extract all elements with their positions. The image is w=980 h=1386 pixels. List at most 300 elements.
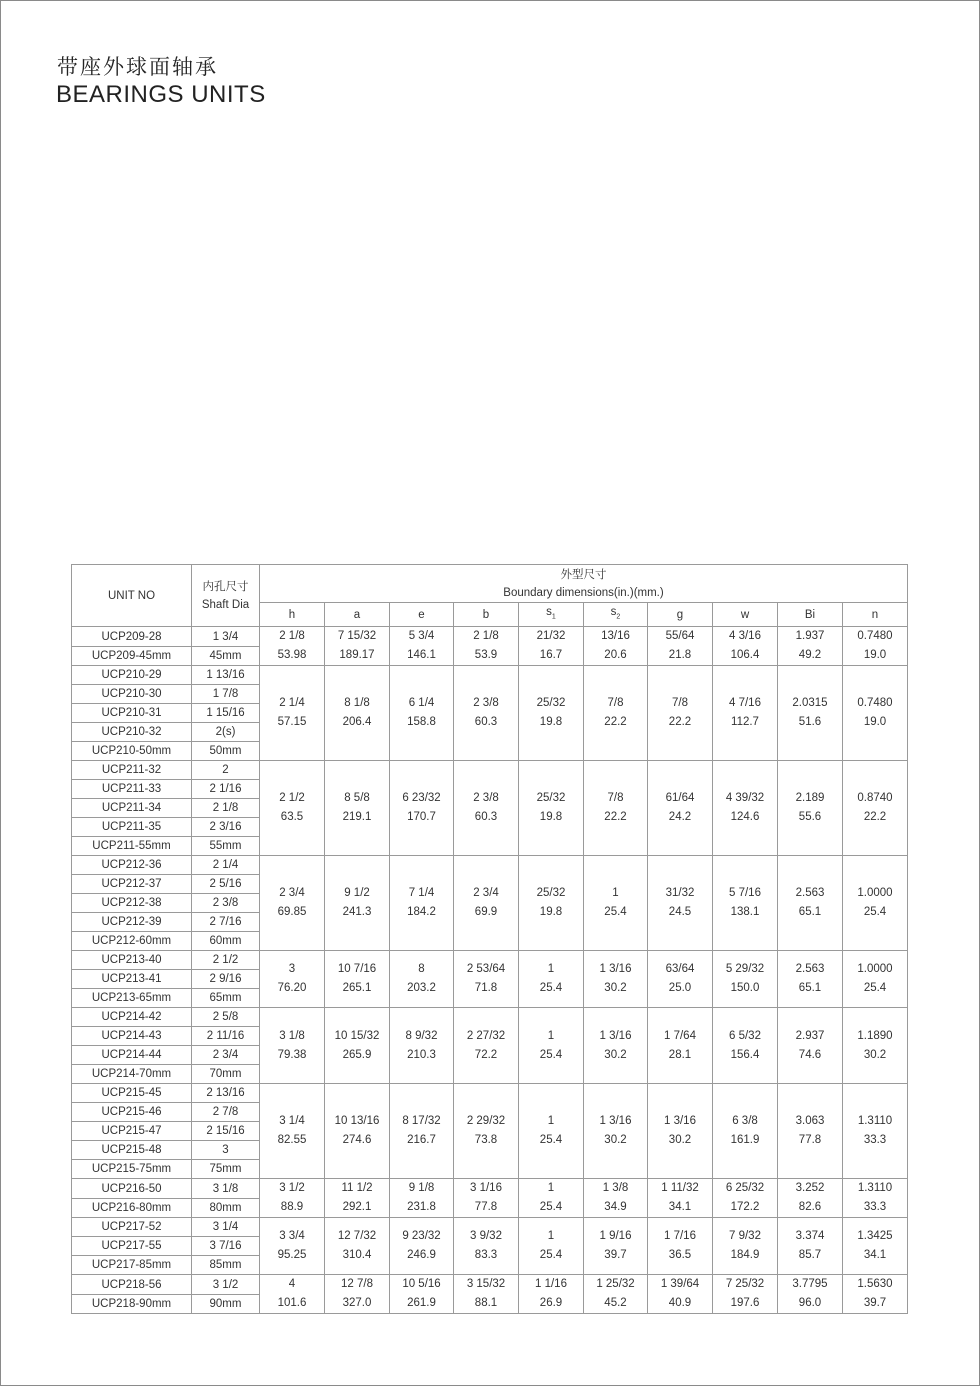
- dim-header-4: [519, 603, 584, 627]
- dimension-mm-value: 124.6: [730, 811, 760, 824]
- dim-header-label: s: [546, 606, 552, 618]
- dimension-cell: [519, 1218, 584, 1275]
- dimension-cell: [713, 856, 778, 951]
- shaft-dia-cell: 2 5/16: [192, 875, 260, 894]
- dimension-inch-value: 9 23/32: [402, 1230, 441, 1243]
- dimension-inch-value: 0.7480: [857, 697, 893, 710]
- shaft-dia-cell: 2 15/16: [192, 1122, 260, 1141]
- dimension-inch-value: 1.3110: [857, 1115, 893, 1128]
- dimension-cell: [390, 951, 454, 1008]
- dimension-inch-value: 6 1/4: [408, 697, 435, 710]
- dimension-inch-value: 10 5/16: [402, 1278, 441, 1291]
- unit-no-cell: UCP216-50: [72, 1179, 192, 1199]
- shaft-dia-cell: 55mm: [192, 837, 260, 856]
- dimension-inch-value: 8 1/8: [344, 697, 370, 710]
- dimension-inch-value: 2 3/8: [473, 697, 499, 710]
- dimension-mm-value: 25.4: [539, 1249, 563, 1262]
- shaft-dia-cell: 3: [192, 1141, 260, 1160]
- dimension-inch-value: 1 11/32: [661, 1182, 699, 1195]
- dim-header-label: a: [353, 608, 361, 621]
- dimension-inch-value: 2 1/8: [279, 630, 305, 643]
- shaft-dia-cell: 80mm: [192, 1198, 260, 1218]
- dimension-mm-value: 36.5: [668, 1249, 692, 1262]
- header-unit-no: UNIT NO: [72, 565, 192, 627]
- shaft-dia-cell: 70mm: [192, 1065, 260, 1084]
- dimension-mm-value: 60.3: [474, 716, 498, 729]
- dimension-inch-value: 31/32: [665, 887, 695, 900]
- dimension-mm-value: 246.9: [407, 1249, 436, 1262]
- dimension-cell: [390, 666, 454, 761]
- shaft-dia-cell: 3 7/16: [192, 1237, 260, 1256]
- dimension-mm-value: 216.7: [407, 1134, 436, 1147]
- dimension-cell: [843, 1008, 908, 1084]
- dimension-inch-value: 1 25/32: [596, 1278, 635, 1291]
- dim-header-8: [778, 603, 843, 627]
- dimension-inch-value: 1.0000: [857, 887, 893, 900]
- dimension-cell: [584, 1275, 648, 1314]
- dimension-mm-value: 63.5: [280, 811, 304, 824]
- dimension-mm-value: 138.1: [730, 906, 760, 919]
- dimension-cell: [778, 1084, 843, 1179]
- dim-header-2: [390, 603, 454, 627]
- dimension-mm-value: 19.0: [863, 649, 887, 662]
- dimension-mm-value: 71.8: [474, 982, 498, 995]
- dimension-inch-value: 10 13/16: [334, 1115, 380, 1128]
- dimension-cell: [260, 761, 325, 856]
- dimension-inch-value: 7 1/4: [408, 887, 435, 900]
- unit-no-cell: UCP218-56: [72, 1275, 192, 1295]
- dimension-inch-value: 6 23/32: [402, 792, 441, 805]
- dimension-mm-value: 33.3: [863, 1134, 887, 1147]
- dimension-inch-value: 2 1/2: [279, 792, 305, 805]
- shaft-dia-cell: 2 5/8: [192, 1008, 260, 1027]
- dim-header-3: [454, 603, 519, 627]
- unit-no-cell: UCP212-36: [72, 856, 192, 875]
- dimension-cell: [325, 856, 390, 951]
- dimension-cell: [584, 1008, 648, 1084]
- dimension-mm-value: 21.8: [668, 649, 692, 662]
- dimension-inch-value: 63/64: [665, 963, 695, 976]
- dimension-inch-value: 2 1/8: [473, 630, 499, 643]
- dimension-mm-value: 77.8: [474, 1201, 498, 1214]
- dimension-cell: [454, 951, 519, 1008]
- shaft-dia-cell: 3 1/4: [192, 1218, 260, 1237]
- shaft-dia-cell: 3 1/2: [192, 1275, 260, 1295]
- dimension-mm-value: 231.8: [407, 1201, 436, 1214]
- table-row: [72, 1179, 908, 1199]
- dimension-cell: [713, 761, 778, 856]
- unit-no-cell: UCP210-31: [72, 704, 192, 723]
- dimension-inch-value: 1 7/16: [664, 1230, 696, 1243]
- unit-no-cell: UCP210-50mm: [72, 742, 192, 761]
- dimension-inch-value: 1 3/16: [599, 1029, 632, 1042]
- dimension-mm-value: 30.2: [668, 1134, 692, 1147]
- dimension-inch-value: 6 5/32: [729, 1029, 761, 1042]
- dimension-inch-value: 1: [547, 1182, 555, 1195]
- page-title-chinese: 带座外球面轴承: [57, 55, 218, 79]
- dimension-cell: [843, 951, 908, 1008]
- dimension-cell: [843, 856, 908, 951]
- dimension-cell: [260, 1008, 325, 1084]
- dimension-cell: [584, 627, 648, 666]
- dimension-mm-value: 310.4: [342, 1249, 372, 1262]
- unit-no-cell: UCP214-70mm: [72, 1065, 192, 1084]
- header-shaft-dia: [192, 565, 260, 627]
- dimension-cell: [843, 761, 908, 856]
- dimension-cell: [648, 1275, 713, 1314]
- dimension-cell: [454, 1179, 519, 1218]
- dimension-inch-value: 25/32: [536, 887, 566, 900]
- dimension-cell: [778, 1008, 843, 1084]
- dimension-inch-value: 7 9/32: [729, 1230, 761, 1243]
- dimension-mm-value: 69.85: [277, 906, 307, 919]
- dimension-cell: [778, 856, 843, 951]
- dimension-mm-value: 25.0: [668, 982, 692, 995]
- dimension-cell: [713, 627, 778, 666]
- dimension-mm-value: 34.9: [604, 1201, 627, 1214]
- unit-no-cell: UCP217-55: [72, 1237, 192, 1256]
- shaft-dia-cell: 1 15/16: [192, 704, 260, 723]
- dim-header-0: [260, 603, 325, 627]
- dimension-cell: [584, 761, 648, 856]
- dimension-cell: [778, 627, 843, 666]
- unit-no-cell: UCP215-47: [72, 1122, 192, 1141]
- dim-header-label: h: [288, 608, 296, 621]
- dimension-inch-value: 2 53/64: [466, 963, 506, 976]
- dimension-inch-value: 25/32: [536, 792, 566, 805]
- dimension-mm-value: 156.4: [730, 1048, 760, 1061]
- dimension-mm-value: 261.9: [407, 1297, 436, 1310]
- unit-no-cell: UCP209-28: [72, 627, 192, 647]
- shaft-dia-cell: 2 9/16: [192, 970, 260, 989]
- dimension-cell: [843, 627, 908, 666]
- dimension-mm-value: 210.3: [407, 1048, 436, 1061]
- dimension-mm-value: 25.4: [604, 906, 627, 919]
- dimension-cell: [648, 627, 713, 666]
- dimension-inch-value: 2 27/32: [466, 1029, 506, 1042]
- dimension-mm-value: 83.3: [474, 1249, 498, 1262]
- dimension-mm-value: 53.98: [277, 649, 307, 662]
- dimension-cell: [713, 1084, 778, 1179]
- dimension-inch-value: 7/8: [607, 697, 624, 710]
- dimension-cell: [648, 666, 713, 761]
- dimension-cell: [713, 666, 778, 761]
- dimension-mm-value: 170.7: [407, 811, 436, 824]
- dimension-inch-value: 8 17/32: [402, 1115, 441, 1128]
- dimension-inch-value: 3.063: [795, 1115, 825, 1128]
- dimension-inch-value: 3.7795: [792, 1278, 828, 1291]
- dimension-mm-value: 19.0: [863, 716, 887, 729]
- dimension-mm-value: 73.8: [474, 1134, 498, 1147]
- dimension-cell: [454, 1218, 519, 1275]
- dimension-mm-value: 30.2: [604, 1134, 627, 1147]
- dimension-inch-value: 1.5630: [857, 1278, 893, 1291]
- dimension-cell: [778, 1275, 843, 1314]
- dimension-inch-value: 1 9/16: [599, 1230, 632, 1243]
- dim-header-label: g: [676, 608, 684, 621]
- table-row: [72, 666, 908, 685]
- dimension-mm-value: 25.4: [539, 1201, 563, 1214]
- unit-no-cell: UCP215-48: [72, 1141, 192, 1160]
- shaft-dia-cell: 1 7/8: [192, 685, 260, 704]
- dimension-cell: [260, 1084, 325, 1179]
- dim-header-7: [713, 603, 778, 627]
- dimension-cell: [325, 1218, 390, 1275]
- unit-no-cell: UCP210-29: [72, 666, 192, 685]
- dimension-mm-value: 39.7: [604, 1249, 627, 1262]
- dimension-cell: [519, 951, 584, 1008]
- dimension-mm-value: 184.2: [407, 906, 436, 919]
- dimension-cell: [454, 1008, 519, 1084]
- dimension-inch-value: 3 1/4: [279, 1115, 305, 1128]
- dimension-cell: [648, 761, 713, 856]
- dimension-inch-value: 1.3425: [857, 1230, 893, 1243]
- dim-header-1: [325, 603, 390, 627]
- dimension-inch-value: 5 3/4: [408, 630, 435, 643]
- unit-no-cell: UCP209-45mm: [72, 646, 192, 666]
- dimension-cell: [325, 1275, 390, 1314]
- dimension-cell: [390, 1218, 454, 1275]
- shaft-dia-cell: 90mm: [192, 1294, 260, 1314]
- dimension-mm-value: 19.8: [539, 906, 563, 919]
- dimension-mm-value: 88.1: [474, 1297, 498, 1310]
- dimension-inch-value: 2.563: [795, 963, 825, 976]
- dimension-mm-value: 265.1: [342, 982, 372, 995]
- dimension-inch-value: 1: [547, 963, 555, 976]
- dimension-cell: [519, 761, 584, 856]
- dimension-cell: [519, 627, 584, 666]
- dimension-inch-value: 11 1/2: [341, 1182, 373, 1195]
- dimension-mm-value: 24.2: [668, 811, 692, 824]
- shaft-dia-cell: 45mm: [192, 646, 260, 666]
- table-row: [72, 951, 908, 970]
- dimension-inch-value: 9 1/8: [408, 1182, 435, 1195]
- dim-header-5: [584, 603, 648, 627]
- shaft-dia-cell: 2 11/16: [192, 1027, 260, 1046]
- dimension-mm-value: 16.7: [539, 649, 563, 662]
- shaft-dia-cell: 85mm: [192, 1256, 260, 1275]
- dimension-inch-value: 0.8740: [857, 792, 893, 805]
- dimension-inch-value: 1.0000: [857, 963, 893, 976]
- dimension-cell: [325, 1084, 390, 1179]
- dimension-mm-value: 82.55: [277, 1134, 307, 1147]
- dimension-mm-value: 85.7: [798, 1249, 822, 1262]
- dimension-inch-value: 1: [547, 1115, 555, 1128]
- dimension-mm-value: 51.6: [798, 716, 822, 729]
- unit-no-cell: UCP213-41: [72, 970, 192, 989]
- shaft-dia-cell: 2 3/4: [192, 1046, 260, 1065]
- dimension-inch-value: 5 7/16: [729, 887, 761, 900]
- dimension-cell: [260, 1218, 325, 1275]
- dimension-cell: [260, 1179, 325, 1218]
- dimension-inch-value: 1 7/64: [664, 1029, 696, 1042]
- table-row: [72, 1275, 908, 1295]
- dimension-cell: [260, 666, 325, 761]
- dimension-inch-value: 10 7/16: [337, 963, 377, 976]
- dim-header-label: w: [740, 608, 750, 621]
- dimension-mm-value: 106.4: [730, 649, 760, 662]
- dimension-cell: [519, 666, 584, 761]
- dimension-mm-value: 25.4: [863, 906, 887, 919]
- dimension-cell: [843, 1084, 908, 1179]
- dimension-mm-value: 30.2: [604, 1048, 627, 1061]
- dimension-cell: [778, 761, 843, 856]
- dimension-mm-value: 82.6: [798, 1201, 822, 1214]
- dimension-mm-value: 241.3: [342, 906, 372, 919]
- shaft-dia-cell: 2: [192, 761, 260, 780]
- dim-header-label: n: [871, 608, 879, 621]
- dimension-inch-value: 13/16: [601, 630, 630, 643]
- dimension-inch-value: 2 3/4: [473, 887, 499, 900]
- unit-no-cell: UCP210-32: [72, 723, 192, 742]
- dimension-cell: [454, 1084, 519, 1179]
- dimension-mm-value: 265.9: [342, 1048, 372, 1061]
- dimension-inch-value: 5 29/32: [725, 963, 765, 976]
- dimension-inch-value: 7/8: [672, 697, 688, 710]
- unit-no-cell: UCP212-39: [72, 913, 192, 932]
- dimension-inch-value: 3 3/4: [279, 1230, 305, 1243]
- shaft-dia-cell: 65mm: [192, 989, 260, 1008]
- dimension-mm-value: 72.2: [474, 1048, 498, 1061]
- unit-no-cell: UCP214-44: [72, 1046, 192, 1065]
- dimension-mm-value: 57.15: [277, 716, 307, 729]
- unit-no-cell: UCP218-90mm: [72, 1294, 192, 1314]
- dimension-inch-value: 2.0315: [792, 697, 828, 710]
- shaft-dia-cell: 2 1/8: [192, 799, 260, 818]
- dimension-cell: [519, 1275, 584, 1314]
- dimension-mm-value: 158.8: [407, 716, 436, 729]
- unit-no-cell: UCP211-55mm: [72, 837, 192, 856]
- table-row: [72, 1218, 908, 1237]
- dimension-inch-value: 4 39/32: [725, 792, 765, 805]
- dimension-cell: [843, 666, 908, 761]
- dimension-cell: [390, 1008, 454, 1084]
- dimension-mm-value: 146.1: [407, 649, 436, 662]
- dimension-cell: [843, 1218, 908, 1275]
- dimension-mm-value: 79.38: [277, 1048, 307, 1061]
- unit-no-cell: UCP212-60mm: [72, 932, 192, 951]
- dimension-inch-value: 2 3/8: [473, 792, 499, 805]
- page-title-english: BEARINGS UNITS: [56, 81, 266, 108]
- dimension-inch-value: 1 1/16: [535, 1278, 567, 1291]
- dimension-mm-value: 184.9: [730, 1249, 760, 1262]
- unit-no-cell: UCP210-30: [72, 685, 192, 704]
- unit-no-cell: UCP211-34: [72, 799, 192, 818]
- dimension-inch-value: 1: [612, 887, 619, 900]
- unit-no-cell: UCP213-65mm: [72, 989, 192, 1008]
- dimension-mm-value: 327.0: [342, 1297, 372, 1310]
- dimension-mm-value: 203.2: [407, 982, 436, 995]
- dimension-inch-value: 2.937: [795, 1029, 825, 1042]
- dimension-cell: [260, 627, 325, 666]
- dimension-cell: [648, 1084, 713, 1179]
- shaft-dia-cell: 2 1/2: [192, 951, 260, 970]
- dimension-inch-value: 4 7/16: [729, 697, 761, 710]
- header-shaft-dia-cn: 内孔尺寸: [202, 580, 249, 593]
- dimension-mm-value: 95.25: [277, 1249, 307, 1262]
- dimension-mm-value: 101.6: [277, 1297, 307, 1310]
- shaft-dia-cell: 2 3/16: [192, 818, 260, 837]
- table-body: [72, 627, 908, 1314]
- dim-header-6: [648, 603, 713, 627]
- dimension-mm-value: 19.8: [539, 811, 563, 824]
- dimension-cell: [648, 1008, 713, 1084]
- dim-header-label: e: [418, 608, 425, 621]
- dimension-mm-value: 150.0: [730, 982, 760, 995]
- dimension-cell: [713, 1218, 778, 1275]
- dimension-inch-value: 1: [547, 1029, 555, 1042]
- dimension-mm-value: 292.1: [342, 1201, 372, 1214]
- dimension-inch-value: 1.1890: [857, 1029, 893, 1042]
- dimension-mm-value: 28.1: [668, 1048, 692, 1061]
- dimension-inch-value: 7 25/32: [725, 1278, 765, 1291]
- dimension-cell: [325, 1179, 390, 1218]
- dimension-cell: [454, 666, 519, 761]
- shaft-dia-cell: 75mm: [192, 1160, 260, 1179]
- shaft-dia-cell: 1 13/16: [192, 666, 260, 685]
- dimension-mm-value: 96.0: [798, 1297, 822, 1310]
- shaft-dia-cell: 2 3/8: [192, 894, 260, 913]
- shaft-dia-cell: 2 1/4: [192, 856, 260, 875]
- unit-no-cell: UCP211-32: [72, 761, 192, 780]
- dimension-inch-value: 1 3/16: [664, 1115, 696, 1128]
- dimension-mm-value: 161.9: [730, 1134, 760, 1147]
- unit-no-cell: UCP211-35: [72, 818, 192, 837]
- dimension-cell: [390, 1084, 454, 1179]
- unit-no-cell: UCP215-45: [72, 1084, 192, 1103]
- dimension-cell: [260, 1275, 325, 1314]
- dimension-cell: [584, 856, 648, 951]
- dimension-mm-value: 25.4: [539, 1048, 563, 1061]
- dim-header-label: s: [610, 606, 617, 618]
- dim-header-label: Bi: [804, 608, 816, 621]
- dimension-cell: [713, 1275, 778, 1314]
- dimension-cell: [390, 761, 454, 856]
- dimension-mm-value: 26.9: [539, 1297, 563, 1310]
- dimension-mm-value: 172.2: [730, 1201, 760, 1214]
- shaft-dia-cell: 60mm: [192, 932, 260, 951]
- dimension-cell: [325, 761, 390, 856]
- dimension-inch-value: 2.189: [795, 792, 825, 805]
- shaft-dia-cell: 2 7/8: [192, 1103, 260, 1122]
- dimension-cell: [390, 1275, 454, 1314]
- dimension-inch-value: 3: [288, 963, 296, 976]
- dimension-mm-value: 65.1: [798, 982, 822, 995]
- dimension-inch-value: 8 5/8: [344, 792, 370, 805]
- dimension-mm-value: 34.1: [863, 1249, 887, 1262]
- header-boundary-en: Boundary dimensions(in.)(mm.): [503, 586, 664, 599]
- dimension-mm-value: 40.9: [668, 1297, 692, 1310]
- dimension-mm-value: 25.4: [539, 1134, 563, 1147]
- dimension-mm-value: 22.2: [604, 716, 627, 729]
- dimension-cell: [454, 627, 519, 666]
- dimension-mm-value: 219.1: [342, 811, 372, 824]
- dimension-mm-value: 274.6: [342, 1134, 372, 1147]
- dimension-inch-value: 6 3/8: [732, 1115, 758, 1128]
- dimension-mm-value: 189.17: [339, 649, 375, 662]
- dimension-inch-value: 21/32: [536, 630, 566, 643]
- dimension-inch-value: 3.374: [795, 1230, 825, 1243]
- dimension-inch-value: 2 3/4: [279, 887, 305, 900]
- unit-no-cell: UCP212-38: [72, 894, 192, 913]
- dimension-inch-value: 3 15/32: [466, 1278, 506, 1291]
- dimension-mm-value: 30.2: [863, 1048, 887, 1061]
- dimension-mm-value: 88.9: [280, 1201, 304, 1214]
- shaft-dia-cell: 2(s): [192, 723, 260, 742]
- dimension-cell: [260, 951, 325, 1008]
- dimension-cell: [778, 1218, 843, 1275]
- shaft-dia-cell: 2 7/16: [192, 913, 260, 932]
